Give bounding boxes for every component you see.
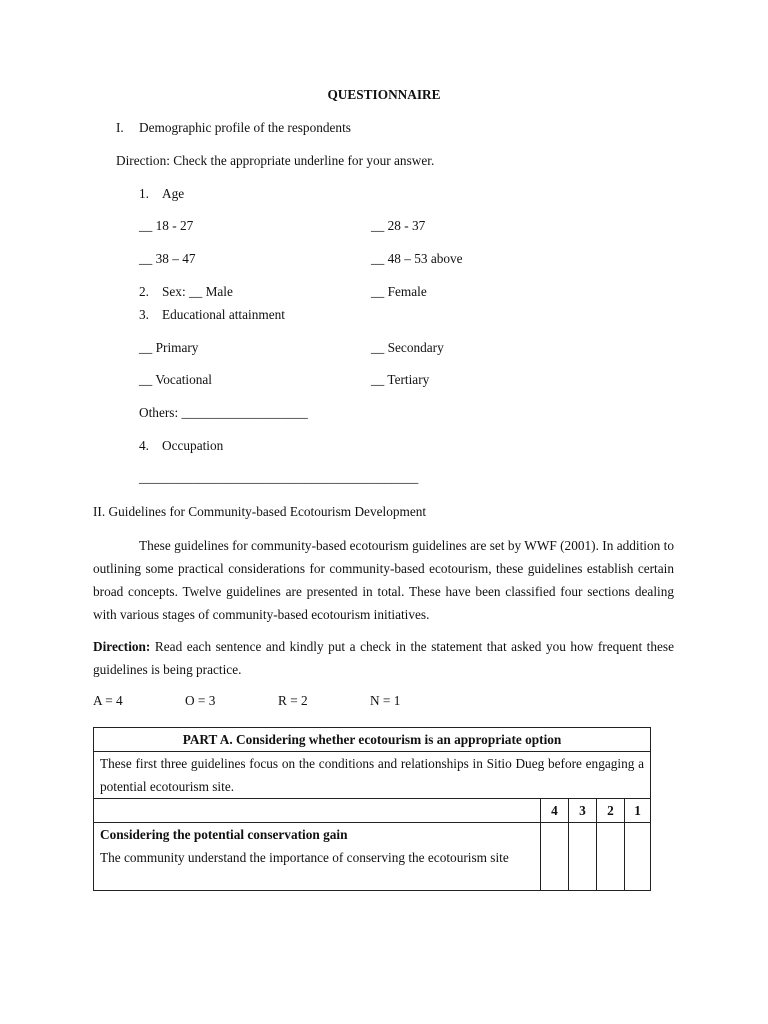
q1-number: 1. [139,186,149,201]
rating-checkbox-cell[interactable] [597,823,625,891]
section-2-direction [93,635,674,681]
section-1-number: I. [116,120,124,135]
q1-label: Age [162,186,185,201]
section-1-heading: Demographic profile of the respondents [139,120,351,135]
q4-label: Occupation [162,438,224,453]
education-option[interactable]: __ Vocational [139,372,213,387]
q2-number: 2. [139,284,149,299]
education-others-field[interactable]: Others: ___________________ [139,405,308,420]
rating-checkbox-cell[interactable] [625,823,651,891]
rating-table [93,727,651,891]
education-option[interactable]: __ Tertiary [371,372,430,387]
age-option[interactable]: __ 28 - 37 [371,218,426,233]
q3-number: 3. [139,307,149,322]
table-header: PART A. Considering whether ecotourism is an appropriate option [94,728,651,752]
education-option[interactable]: __ Primary [139,340,199,355]
rating-checkbox-cell[interactable] [569,823,597,891]
scale-legend: O = 3 [185,693,216,708]
row-statement: The community understand the importance of conserving the ecotourism site [100,850,509,865]
direction-text: Read each sentence and kindly put a check in the statement that asked you how frequent these guidelines is being practice. [93,639,674,677]
education-option[interactable]: __ Secondary [371,340,444,355]
occupation-field[interactable]: __________________________________________ [139,470,419,485]
section-2-heading: II. Guidelines for Community-based Ecotourism Development [93,504,427,519]
scale-legend: N = 1 [370,693,401,708]
table-row [94,823,541,891]
rating-column-header: 2 [597,799,625,823]
q2-sex-female[interactable]: __ Female [371,284,427,299]
q3-label: Educational attainment [162,307,285,322]
age-option[interactable]: __ 38 – 47 [139,251,196,266]
guidelines-paragraph: These guidelines for community-based ecotourism guidelines are set by WWF (2001). In addition to outlining some practical considerations for community-based ecotourism, these guidelines establish certain broad concepts. Twelve guidelines are presented in total. These have been classified four sections dealing with various stages of community-based ecotourism initiatives. [93,538,674,622]
age-option[interactable]: __ 18 - 27 [139,218,194,233]
scale-legend: R = 2 [278,693,308,708]
rating-column-header: 4 [541,799,569,823]
q2-sex-male[interactable]: Sex: __ Male [162,284,233,299]
q4-number: 4. [139,438,149,453]
rating-column-header: 1 [625,799,651,823]
direction-label: Direction: [93,639,151,654]
scale-legend: A = 4 [93,693,123,708]
section-1-direction: Direction: Check the appropriate underline for your answer. [116,153,435,168]
rating-column-header: 3 [569,799,597,823]
rating-checkbox-cell[interactable] [541,823,569,891]
blank-header-cell [94,799,541,823]
page-title: QUESTIONNAIRE [327,87,441,102]
table-intro: These first three guidelines focus on the conditions and relationships in Sitio Dueg before engaging a potential ecotourism site. [94,752,651,799]
age-option[interactable]: __ 48 – 53 above [371,251,463,266]
row-title: Considering the potential conservation gain [100,827,348,842]
